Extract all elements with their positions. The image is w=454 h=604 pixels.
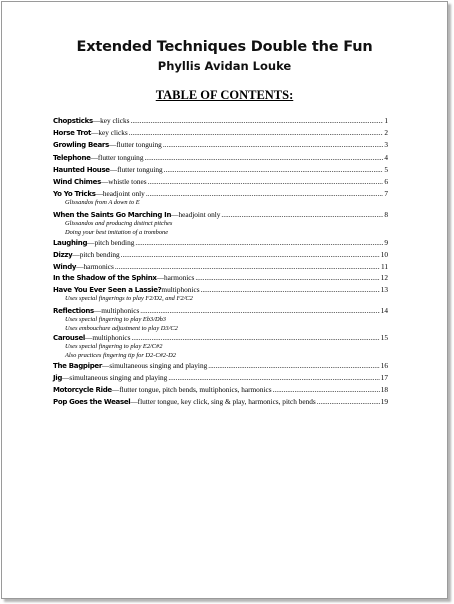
entry-technique: —simultaneous singing and playing bbox=[102, 361, 208, 370]
dot-leader bbox=[115, 262, 380, 271]
dot-leader bbox=[221, 210, 383, 219]
entry-technique: —harmonics bbox=[76, 262, 114, 271]
dot-leader bbox=[135, 238, 383, 247]
entry-page-number: 9 bbox=[384, 238, 388, 247]
entry-technique: —simultaneous singing and playing bbox=[62, 373, 168, 382]
dot-leader bbox=[144, 153, 383, 162]
entry-technique: multiphonics bbox=[161, 285, 200, 294]
dot-leader bbox=[146, 189, 384, 198]
dot-leader bbox=[140, 306, 379, 315]
entry-note: Glissandos and producing distinct pitches bbox=[65, 220, 173, 227]
entry-technique: —pitch bending bbox=[72, 250, 120, 259]
entry-title: Chopsticks bbox=[53, 117, 93, 125]
entry-page-number: 8 bbox=[384, 210, 388, 219]
entry-page-number: 12 bbox=[380, 273, 388, 282]
dot-leader bbox=[164, 165, 384, 174]
dot-leader bbox=[121, 250, 380, 259]
toc-entry[interactable] bbox=[53, 140, 388, 151]
entry-page-number: 15 bbox=[380, 333, 388, 342]
entry-page-number: 10 bbox=[380, 250, 388, 259]
document-page bbox=[1, 1, 448, 599]
toc-heading: TABLE OF CONTENTS: bbox=[155, 88, 294, 102]
entry-technique: —flutter tonguing bbox=[90, 153, 144, 162]
entry-page-number: 18 bbox=[380, 385, 388, 394]
entry-note: Uses special fingering to play E2/C#2 bbox=[65, 343, 163, 350]
entry-note: Uses special fingerings to play F2/D2, and F2/C2 bbox=[65, 295, 193, 302]
entry-title: Motorcycle Ride bbox=[53, 386, 112, 394]
entry-technique: —whistle tones bbox=[100, 177, 147, 186]
table-of-contents bbox=[53, 2, 388, 600]
entry-technique: —headjoint only bbox=[95, 189, 145, 198]
entry-note: Doing your best imitation of a trombone bbox=[65, 229, 169, 236]
entry-title: The Bagpiper bbox=[53, 362, 103, 370]
entry-page-number: 3 bbox=[384, 140, 388, 149]
entry-technique: —pitch bending bbox=[87, 238, 135, 247]
entry-title: When the Saints Go Marching In bbox=[53, 211, 172, 219]
dot-leader bbox=[163, 140, 384, 149]
toc-entry[interactable] bbox=[53, 250, 388, 261]
toc-entry[interactable] bbox=[53, 128, 388, 139]
entry-title: Haunted House bbox=[53, 166, 110, 174]
entry-note: Uses special fingering to play Eb3/Db3 bbox=[65, 316, 166, 323]
entry-technique: —headjoint only bbox=[171, 210, 221, 219]
entry-title: Windy bbox=[53, 263, 77, 271]
dot-leader bbox=[168, 373, 379, 382]
entry-title: Pop Goes the Weasel bbox=[53, 398, 131, 406]
entry-note: Uses embouchure adjustment to play D3/C2 bbox=[65, 325, 178, 332]
entry-page-number: 5 bbox=[384, 165, 388, 174]
toc-entry[interactable] bbox=[53, 238, 388, 249]
dot-leader bbox=[148, 177, 384, 186]
toc-entry[interactable] bbox=[53, 373, 388, 384]
entry-title: Wind Chimes bbox=[53, 178, 101, 186]
toc-entry[interactable] bbox=[53, 262, 388, 273]
entry-page-number: 17 bbox=[380, 373, 388, 382]
toc-entry[interactable] bbox=[53, 177, 388, 188]
entry-page-number: 4 bbox=[384, 153, 388, 162]
dot-leader bbox=[208, 361, 379, 370]
entry-technique: —flutter tonguing bbox=[108, 140, 162, 149]
entry-title: Carousel bbox=[53, 334, 86, 342]
entry-title: Have You Ever Seen a Lassie? bbox=[53, 286, 162, 294]
entry-page-number: 19 bbox=[380, 397, 388, 406]
author-name: Phyllis Avidan Louke bbox=[157, 59, 292, 73]
entry-title: Horse Trot bbox=[53, 129, 92, 137]
entry-page-number: 16 bbox=[380, 361, 388, 370]
entry-technique: —harmonics bbox=[156, 273, 195, 282]
entry-title: Growling Bears bbox=[53, 141, 109, 149]
entry-note: Glissandos from A down to E bbox=[65, 199, 140, 206]
entry-title: Yo Yo Tricks bbox=[53, 190, 96, 198]
dot-leader bbox=[317, 397, 380, 406]
entry-technique: —flutter tongue, pitch bends, multiphonics, harmonics bbox=[111, 385, 272, 394]
entry-page-number: 11 bbox=[380, 262, 388, 271]
entry-title: Dizzy bbox=[53, 251, 73, 259]
dot-leader bbox=[131, 333, 379, 342]
dot-leader bbox=[129, 128, 384, 137]
entry-technique: —flutter tongue, key click, sing & play, harmonics, pitch bends bbox=[130, 397, 316, 406]
entry-page-number: 2 bbox=[384, 128, 388, 137]
entry-note: Also practices fingering tip for D2-C#2-D2 bbox=[65, 352, 176, 359]
dot-leader bbox=[273, 385, 380, 394]
entry-page-number: 7 bbox=[384, 189, 388, 198]
entry-title: Laughing bbox=[53, 239, 88, 247]
toc-entry[interactable] bbox=[53, 153, 388, 164]
entry-technique: —key clicks bbox=[92, 116, 130, 125]
dot-leader bbox=[201, 285, 380, 294]
entry-title: In the Shadow of the Sphinx bbox=[53, 274, 157, 282]
toc-entry[interactable] bbox=[53, 397, 388, 408]
toc-entry[interactable] bbox=[53, 116, 388, 127]
entry-page-number: 1 bbox=[384, 116, 388, 125]
dot-leader bbox=[195, 273, 379, 282]
entry-page-number: 14 bbox=[380, 306, 388, 315]
toc-entry[interactable] bbox=[53, 361, 388, 372]
entry-technique: —key clicks bbox=[91, 128, 128, 137]
entry-page-number: 13 bbox=[380, 285, 388, 294]
dot-leader bbox=[131, 116, 384, 125]
entry-technique: —flutter tonguing bbox=[109, 165, 163, 174]
toc-entry[interactable] bbox=[53, 165, 388, 176]
entry-technique: —multiphonics bbox=[93, 306, 140, 315]
entry-page-number: 6 bbox=[384, 177, 388, 186]
toc-entry[interactable] bbox=[53, 385, 388, 396]
entry-title: Reflections bbox=[53, 307, 94, 315]
entry-technique: —multiphonics bbox=[85, 333, 131, 342]
entry-title: Jig bbox=[53, 374, 63, 382]
toc-entry[interactable] bbox=[53, 273, 388, 284]
entry-title: Telephone bbox=[53, 154, 91, 162]
book-title: Extended Techniques Double the Fun bbox=[76, 39, 373, 55]
